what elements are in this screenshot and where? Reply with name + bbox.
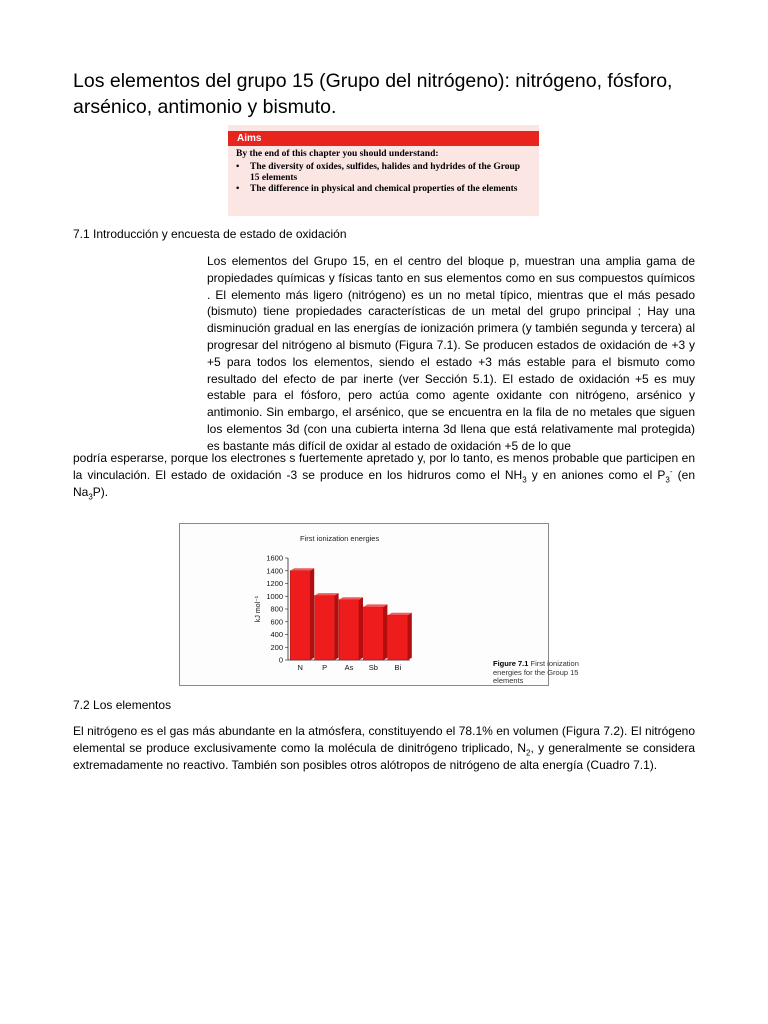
aims-header: Aims — [228, 131, 539, 146]
y-tick-label: 600 — [270, 617, 283, 627]
subscript: 2 — [526, 748, 531, 758]
intro-paragraph-continued — [73, 450, 695, 500]
subscript: 3 — [88, 491, 93, 501]
y-tick-label: 0 — [278, 655, 283, 665]
aims-item: • The difference in physical and chemical properties of the elements — [250, 184, 531, 195]
figure-caption — [493, 660, 593, 686]
x-tick-label: Bi — [394, 663, 402, 672]
aims-list — [228, 162, 539, 195]
text-run: podría esperarse, porque los electrones s fuertemente apretado y, por lo tanto, es menos probable que participen en la vinculación. El estado de oxidación -3 se produce en los hidruros como el NH — [73, 451, 695, 482]
bar-side — [408, 613, 412, 660]
subscript: 3 — [522, 475, 527, 485]
text-run: (en Na — [73, 467, 696, 499]
subscript: 3 — [665, 475, 670, 485]
bar-side — [383, 604, 387, 660]
elements-paragraph — [73, 723, 695, 773]
text-run: P). — [92, 484, 109, 499]
bar-P — [315, 595, 335, 660]
intro-paragraph: Los elementos del Grupo 15, en el centro del bloque p, muestran una amplia gama de propiedades químicas y físicas tanto en sus elementos como en sus compuestos químicos . El elemento más ligero (nitrógeno) es un no metal típico, mientras que el más pesado (bismuto) tiene propiedades características de un metal del grupo principal ; Hay una disminución gradual en las energías de ionización primera (y también segunda y tercera) al progresar del nitrógeno al bismuto (Figura 7.1). Se producen estados de oxidación de +3 y +5 para todos los elementos, siendo el estado +3 más estable para el bismuto como resultado del efecto de par inerte (ver Sección 5.1). El estado de oxidación +5 es muy estable para el fósforo, pero actúa como agente oxidante con nitrógeno, arsénico y antimonio. Sin embargo, el arsénico, que se encuentra en la fila de no metales que siguen los elementos 3d (con una cubierta interna 3d llena que está relativamente mal protegida) es bastante más difícil de oxidar al estado de oxidación +5 de lo que — [207, 254, 695, 453]
bar-top — [315, 593, 339, 595]
y-axis-label: kJ mol⁻¹ — [255, 595, 262, 623]
bar-top — [339, 597, 363, 599]
chart-title: First ionization energies — [300, 534, 380, 543]
bar-Bi — [388, 615, 408, 660]
aims-item: • The diversity of oxides, sulfides, halides and hydrides of the Group 15 elements — [250, 162, 531, 184]
x-tick-label: N — [297, 663, 303, 672]
figure-caption-label: Figure 7.1 — [493, 659, 529, 668]
section-heading-7-1: 7.1 Introducción y encuesta de estado de oxidación — [73, 227, 347, 241]
bar-N — [290, 571, 310, 660]
bar-As — [339, 600, 359, 660]
aims-intro: By the end of this chapter you should understand: — [236, 149, 439, 159]
aims-box — [228, 125, 539, 216]
text-run: y en aniones como el P — [526, 467, 666, 482]
x-tick-label: Sb — [368, 663, 378, 672]
figure-caption-text: First ionization energies for the Group 15 elements — [493, 659, 579, 685]
superscript: - — [669, 466, 673, 476]
y-tick-label: 200 — [270, 642, 283, 652]
x-tick-label: As — [344, 663, 354, 672]
bar-side — [310, 568, 314, 660]
y-tick-label: 800 — [270, 604, 283, 614]
x-tick-label: P — [322, 663, 328, 672]
y-tick-label: 1000 — [266, 591, 283, 601]
bar-side — [335, 593, 339, 660]
y-tick-label: 1200 — [266, 579, 283, 588]
section-heading-7-2: 7.2 Los elementos — [73, 698, 172, 712]
bar-side — [359, 597, 363, 660]
y-tick-label: 400 — [270, 630, 283, 639]
y-tick-label: 1600 — [266, 553, 283, 563]
bar-top — [290, 568, 314, 570]
y-tick-label: 1400 — [266, 566, 283, 576]
bar-top — [388, 613, 412, 615]
text-run: El nitrógeno es el gas más abundante en la atmósfera, constituyendo el 78.1% en volumen (Figura 7.2). El nitrógeno elemental se produce exclusivamente como la molécula de dinitrógeno triplicado, N — [73, 724, 695, 755]
bar-top — [363, 604, 387, 606]
bar-Sb — [363, 607, 383, 660]
text-run: , y generalmente se considera extremadamente no reactivo. También son posibles otros alótropos de nitrógeno de alta energía (Cuadro 7.1). — [73, 740, 695, 772]
page-title: Los elementos del grupo 15 (Grupo del nitrógeno): nitrógeno, fósforo, arsénico, antimonio y bismuto. — [73, 70, 673, 118]
